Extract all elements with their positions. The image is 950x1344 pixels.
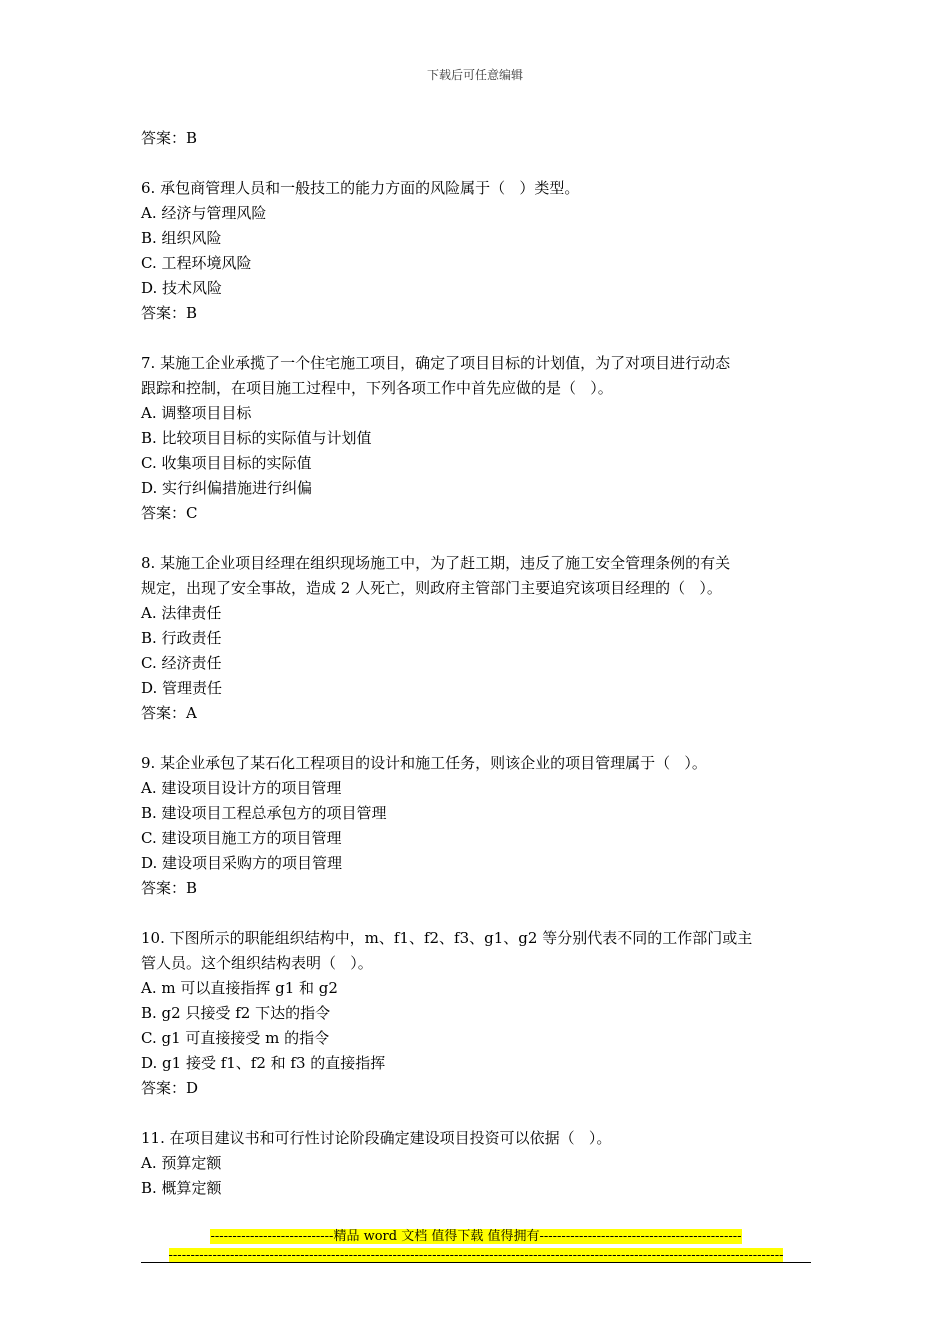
footer-rule xyxy=(141,1262,811,1263)
text-line: C. 经济责任 xyxy=(141,654,222,672)
paragraph-gap xyxy=(141,726,821,751)
paragraph-gap xyxy=(141,901,821,926)
text-line: D. g1 接受 f1、f2 和 f3 的直接指挥 xyxy=(141,1054,386,1072)
paragraph-gap xyxy=(141,526,821,551)
text-line: 答案：C xyxy=(141,504,198,522)
text-line: 答案：D xyxy=(141,1079,199,1097)
text-line: B. 组织风险 xyxy=(141,229,222,247)
text-line: B. 比较项目目标的实际值与计划值 xyxy=(141,429,372,447)
text-line: B. 建设项目工程总承包方的项目管理 xyxy=(141,804,387,822)
text-line: 答案：B xyxy=(141,304,198,322)
text-line: C. g1 可直接接受 m 的指令 xyxy=(141,1029,330,1047)
footer-banner: ----------------------------精品 word 文档 值得下载 值得拥有---------------------------------------------- xyxy=(210,1229,742,1244)
text-line: B. 行政责任 xyxy=(141,629,222,647)
paragraph-gap xyxy=(141,1101,821,1126)
text-line: 11. 在项目建议书和可行性讨论阶段确定建设项目投资可以依据（ ）。 xyxy=(141,1129,612,1147)
text-line: B. g2 只接受 f2 下达的指令 xyxy=(141,1004,331,1022)
text-line: 6. 承包商管理人员和一般技工的能力方面的风险属于（ ）类型。 xyxy=(141,179,580,197)
text-line: A. 调整项目目标 xyxy=(141,404,252,422)
text-line: 7. 某施工企业承揽了一个住宅施工项目，确定了项目目标的计划值，为了对项目进行动态 xyxy=(141,354,731,372)
document-body xyxy=(141,126,821,1201)
text-line: 答案：B xyxy=(141,129,198,147)
text-line: 10. 下图所示的职能组织结构中，m、f1、f2、f3、g1、g2 等分别代表不同的工作部门或主 xyxy=(141,929,753,947)
text-line: 管人员。这个组织结构表明（ ）。 xyxy=(141,954,373,972)
text-line: A. 经济与管理风险 xyxy=(141,204,267,222)
page-header: 下载后可任意编辑 xyxy=(426,68,523,82)
text-line: C. 收集项目目标的实际值 xyxy=(141,454,312,472)
text-line: 规定，出现了安全事故，造成 2 人死亡，则政府主管部门主要追究该项目经理的（ ）。 xyxy=(141,579,722,597)
text-line: C. 建设项目施工方的项目管理 xyxy=(141,829,342,847)
text-line: D. 实行纠偏措施进行纠偏 xyxy=(141,479,313,497)
text-line: A. 建设项目设计方的项目管理 xyxy=(141,779,342,797)
text-line: 答案：B xyxy=(141,879,198,897)
text-line: 答案：A xyxy=(141,704,197,722)
text-line: C. 工程环境风险 xyxy=(141,254,252,272)
text-line: D. 管理责任 xyxy=(141,679,223,697)
page-footer xyxy=(141,1228,811,1264)
text-line: B. 概算定额 xyxy=(141,1179,222,1197)
text-line: A. 预算定额 xyxy=(141,1154,222,1172)
text-line: 8. 某施工企业项目经理在组织现场施工中，为了赶工期，违反了施工安全管理条例的有关 xyxy=(141,554,731,572)
footer-dashes: -------------------------------------------------------------------------------------------------------------------------------------------- xyxy=(168,1248,784,1263)
text-line: 跟踪和控制，在项目施工过程中，下列各项工作中首先应做的是（ ）。 xyxy=(141,379,613,397)
text-line: A. m 可以直接指挥 g1 和 g2 xyxy=(141,979,338,997)
text-line: D. 技术风险 xyxy=(141,279,223,297)
paragraph-gap xyxy=(141,326,821,351)
paragraph-gap xyxy=(141,151,821,176)
text-line: 9. 某企业承包了某石化工程项目的设计和施工任务，则该企业的项目管理属于（ ）。 xyxy=(141,754,707,772)
text-line: D. 建设项目采购方的项目管理 xyxy=(141,854,343,872)
text-line: A. 法律责任 xyxy=(141,604,222,622)
